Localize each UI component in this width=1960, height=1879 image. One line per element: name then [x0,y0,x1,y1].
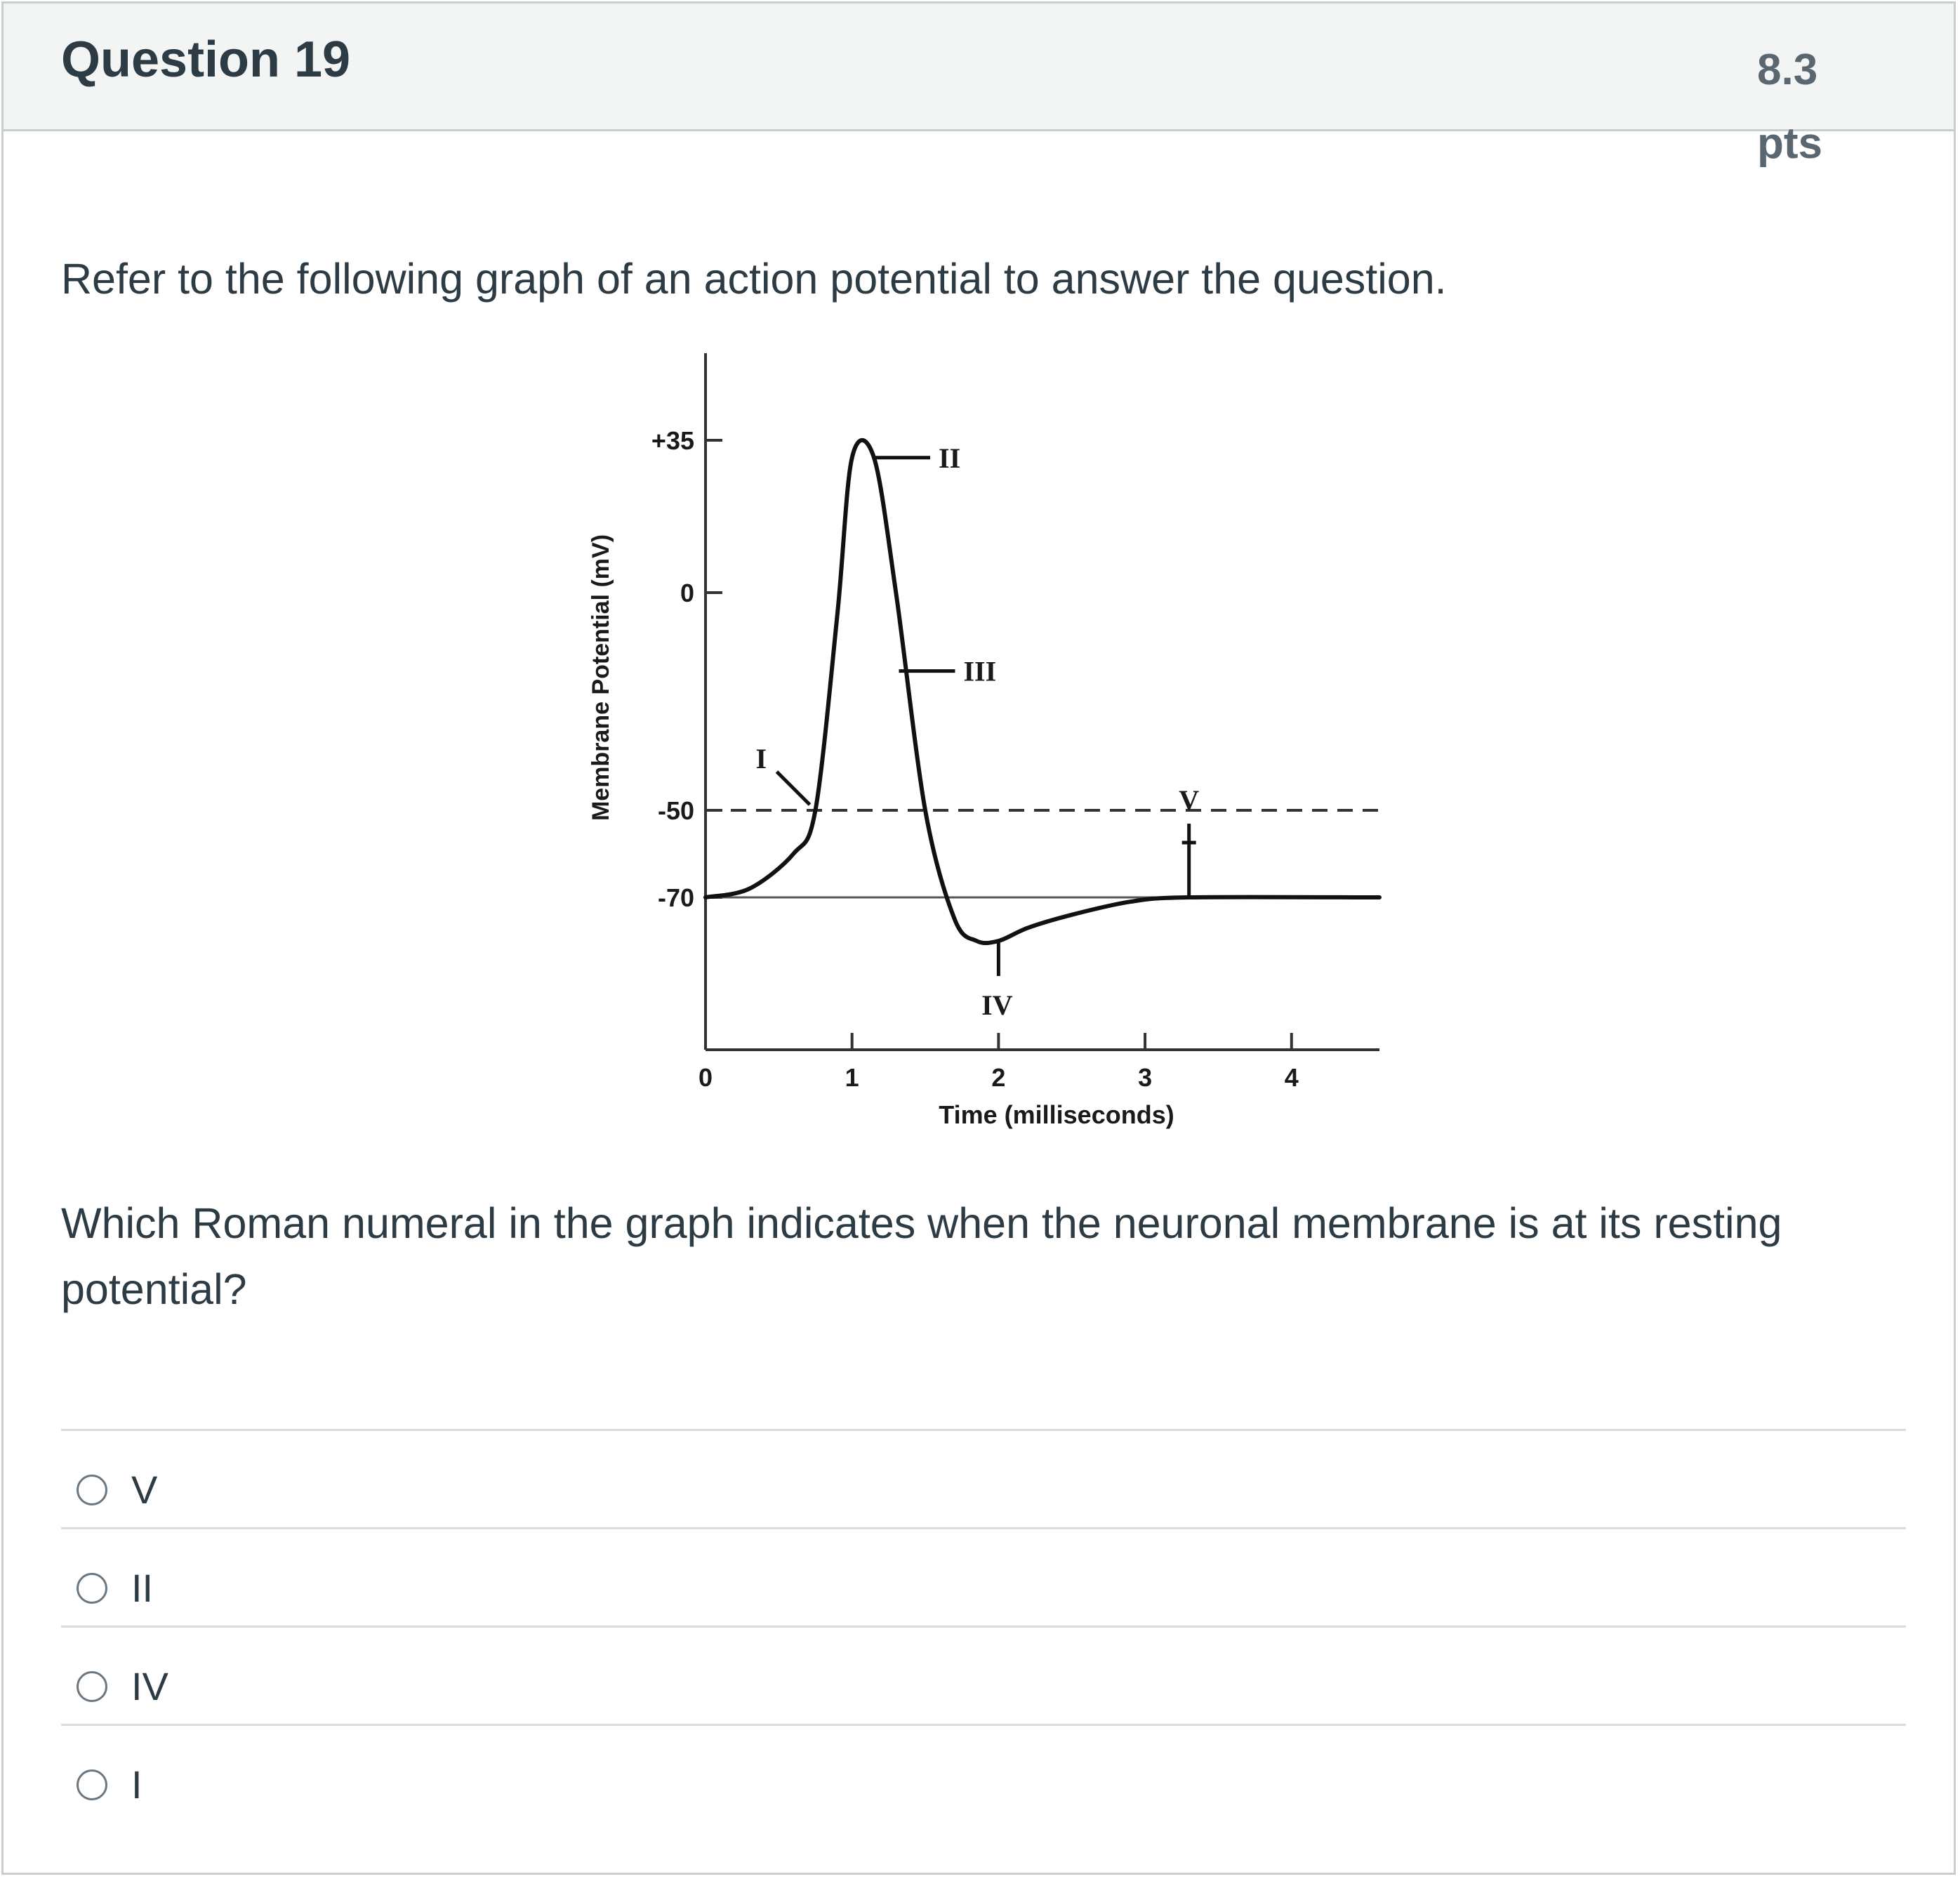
question-title: Question 19 [61,32,351,88]
answer-label: IV [131,1664,168,1708]
radio-button[interactable] [77,1475,107,1505]
answer-option[interactable] [61,1527,1906,1626]
answer-label: I [131,1762,143,1807]
points-value: 8.3 [1757,46,1818,94]
question-intro: Refer to the following graph of an action potential to answer the question. [61,255,1447,303]
answer-label: II [131,1566,154,1610]
question-points [1757,33,1848,180]
y-tick-label: +35 [651,426,694,455]
x-tick-label: 0 [698,1063,713,1092]
y-tick-label: -50 [657,796,694,825]
question-header [4,4,1954,168]
x-axis-label: Time (milliseconds) [939,1100,1174,1129]
answer-list [61,1429,1906,1822]
action-potential-graph [565,334,1408,1148]
radio-button[interactable] [77,1769,107,1800]
y-tick-label: 0 [680,579,694,607]
x-tick-label: 3 [1138,1063,1153,1092]
answer-option[interactable] [61,1429,1906,1527]
answer-option[interactable] [61,1626,1906,1724]
x-tick-label: 1 [845,1063,859,1092]
x-tick-label: 2 [991,1063,1006,1092]
y-tick-label: -70 [657,883,694,912]
annotation-pointer [777,772,810,805]
annotation-label: I [755,743,767,774]
answer-label: V [131,1468,158,1512]
action-potential-curve [706,440,1379,943]
y-axis-label: Membrane Potential (mV) [588,534,614,822]
radio-button[interactable] [77,1573,107,1604]
x-tick-label: 4 [1284,1063,1299,1092]
answer-option[interactable] [61,1724,1906,1822]
question-card [1,1,1956,1875]
annotation-label: V [1179,784,1200,816]
points-unit: pts [1757,119,1822,168]
annotation-label: II [939,442,961,474]
annotation-label: III [963,655,997,687]
question-prompt: Which Roman numeral in the graph indicates when the neuronal membrane is at its resting potential? [61,1199,1782,1313]
annotation-label: IV [981,989,1013,1021]
radio-button[interactable] [77,1671,107,1702]
